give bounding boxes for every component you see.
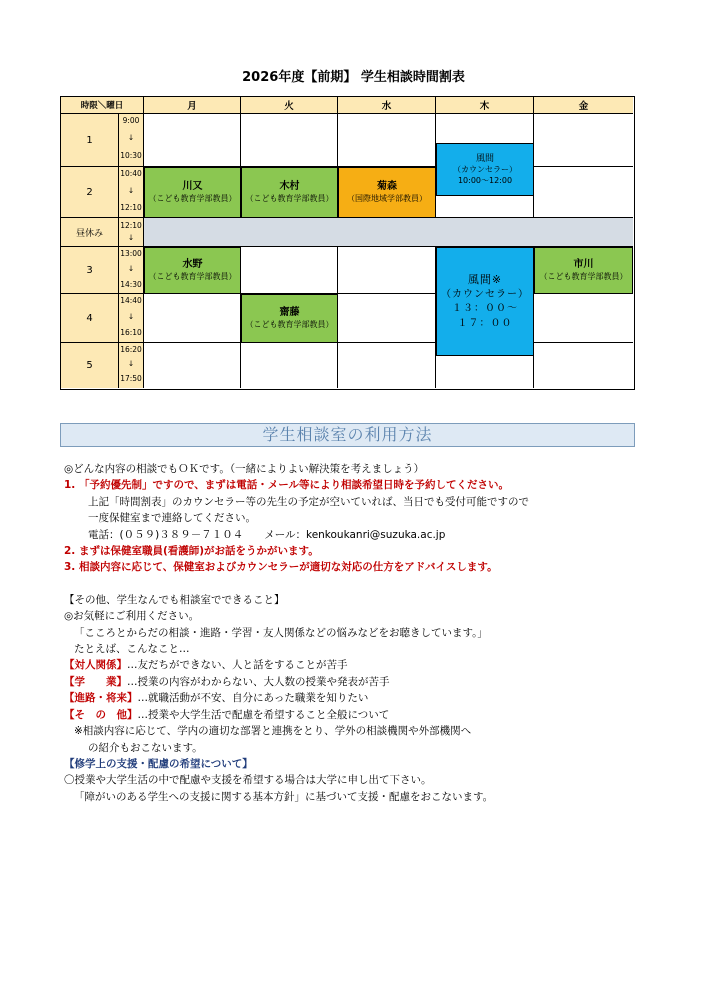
period-time <box>119 114 144 167</box>
usage-text <box>64 461 684 805</box>
section-heading: 【修学上の支援・配慮の希望について】 <box>64 757 253 770</box>
timetable-cell <box>144 294 241 343</box>
time-start: 12:10 <box>120 221 142 230</box>
period-label: 5 <box>61 343 119 388</box>
category-line <box>64 690 684 706</box>
time-arrow: ↓ <box>127 186 135 195</box>
category-line <box>64 707 684 723</box>
counselor-name: 水野 <box>182 259 203 271</box>
timetable-cell <box>338 294 436 343</box>
day-header-mon: 月 <box>144 97 241 114</box>
category-label: 【対人関係】 <box>64 659 127 672</box>
slot-wed-2 <box>338 167 436 218</box>
day-header-tue: 火 <box>241 97 338 114</box>
text-line: たとえば、こんなこと… <box>74 643 190 656</box>
period-time <box>119 343 144 388</box>
counselor-hours-start: １３：００～ <box>452 303 518 315</box>
counselor-name: 菊森 <box>377 181 397 193</box>
category-label: 【学 業】 <box>64 675 127 688</box>
period-time <box>119 218 144 247</box>
section-heading: 【その他、学生なんでも相談室でできること】 <box>64 593 285 606</box>
counselor-name: 川又 <box>182 181 203 193</box>
text-line: 上記「時間割表」のカウンセラー等の先生の予定が空いていれば、当日でも受付可能ですので <box>88 495 529 508</box>
timetable-cell <box>241 343 338 388</box>
timetable-cell <box>534 343 633 388</box>
text-line: 「こころとからだの相談・進路・学習・友人関係などの悩みなどをお聴きしています。」 <box>74 626 488 639</box>
text-line: 〇授業や大学生活の中で配慮や支援を希望する場合は大学に申し出て下さい。 <box>64 774 432 787</box>
time-arrow: ↓ <box>127 359 135 368</box>
category-text: …授業の内容がわからない、大人数の授業や発表が苦手 <box>127 675 390 688</box>
category-label: 【進路・将来】 <box>64 692 138 705</box>
category-line <box>64 657 684 673</box>
category-line <box>64 674 684 690</box>
counselor-dept: （こども教育学部教員） <box>539 271 628 281</box>
counselor-dept: （こども教育学部教員） <box>245 319 334 329</box>
timetable-cell <box>144 114 241 167</box>
time-start: 10:40 <box>120 169 142 178</box>
time-end: 12:10 <box>120 203 142 212</box>
counselor-role: （カウンセラー） <box>441 288 529 300</box>
timetable-cell <box>338 247 436 294</box>
counselor-name: 市川 <box>573 259 594 271</box>
counselor-dept: （こども教育学部教員） <box>148 271 237 281</box>
period-label: 3 <box>61 247 119 294</box>
time-arrow: ↓ <box>127 312 135 321</box>
time-end: 10:30 <box>120 151 142 160</box>
counselor-role: （カウンセラー） <box>453 164 517 174</box>
period-label: 2 <box>61 167 119 218</box>
time-start: 13:00 <box>120 249 142 258</box>
timetable-cell <box>534 167 633 218</box>
contact-line: 電話：(０５９)３８９－７１０４ メール：kenkoukanri@suzuka.ac.jp <box>88 528 446 541</box>
category-text: …就職活動が不安、自分にあった職業を知りたい <box>137 692 369 705</box>
period-label: 4 <box>61 294 119 343</box>
period-time <box>119 167 144 218</box>
time-end: 16:10 <box>120 328 142 337</box>
timetable-cell <box>241 247 338 294</box>
timetable-cell <box>534 294 633 343</box>
counselor-name: 風間 <box>475 153 494 164</box>
time-start: 9:00 <box>122 116 140 125</box>
text-line: 一度保健室まで連絡してください。 <box>88 512 256 525</box>
timetable-cell <box>144 343 241 388</box>
slot-thu-1-2 <box>436 143 534 196</box>
slot-tue-2 <box>241 167 338 218</box>
time-arrow: ↓ <box>127 133 135 142</box>
counselor-dept: （こども教育学部教員） <box>245 193 334 203</box>
category-text: …授業や大学生活で配慮を希望すること全般について <box>137 708 390 721</box>
counselor-dept: （こども教育学部教員） <box>148 193 237 203</box>
time-arrow: ↓ <box>127 264 135 273</box>
counselor-name: 風間※ <box>467 272 503 286</box>
counselor-name: 木村 <box>279 181 300 193</box>
timetable-cell <box>338 343 436 388</box>
day-header-wed: 水 <box>338 97 436 114</box>
period-label: 1 <box>61 114 119 167</box>
page-title: 2026年度【前期】 学生相談時間割表 <box>242 70 465 85</box>
time-start: 14:40 <box>120 296 142 305</box>
text-line: ◎お気軽にご利用ください。 <box>64 610 200 623</box>
slot-mon-3 <box>144 247 241 294</box>
timetable <box>60 96 635 390</box>
period-time <box>119 294 144 343</box>
counselor-hours-end: １７：００ <box>457 317 513 329</box>
text-line: 「障がいのある学生への支援に関する基本方針」に基づいて支援・配慮をおこないます。 <box>74 790 494 803</box>
text-line: ※相談内容に応じて、学内の適切な部署と連携をとり、学外の相談機関や外部機関へ <box>74 725 472 738</box>
text-line: 3. 相談内容に応じて、保健室およびカウンセラーが適切な対応の仕方をアドバイスします。 <box>64 561 498 574</box>
corner-header: 時限＼曜日 <box>61 97 144 114</box>
time-arrow: ↓ <box>127 233 135 242</box>
slot-fri-3 <box>534 247 633 294</box>
timetable-cell <box>241 114 338 167</box>
slot-thu-3-4 <box>436 247 534 356</box>
text-line: 1. 「予約優先制」ですので、まずは電話・メール等により相談希望日時を予約してください。 <box>64 479 510 492</box>
usage-banner: 学生相談室の利用方法 <box>60 423 635 447</box>
lunch-row <box>144 218 633 247</box>
counselor-hours: 10:00～12:00 <box>457 175 513 185</box>
period-time <box>119 247 144 294</box>
text-line: の紹介もおこないます。 <box>88 741 203 754</box>
slot-tue-4 <box>241 294 338 343</box>
category-text: …友だちができない、人と話をすることが苦手 <box>127 659 348 672</box>
time-start: 16:20 <box>120 345 142 354</box>
text-line: 2. まずは保健室職員(看護師)がお話をうかがいます。 <box>64 545 319 558</box>
day-header-thu: 木 <box>436 97 534 114</box>
counselor-name: 齋藤 <box>279 307 300 319</box>
period-label-lunch: 昼休み <box>61 218 119 247</box>
counselor-dept: （国際地域学部教員） <box>347 193 427 203</box>
time-end: 14:30 <box>120 280 142 289</box>
timetable-cell <box>338 114 436 167</box>
time-end: 17:50 <box>120 374 142 383</box>
day-header-fri: 金 <box>534 97 633 114</box>
category-label: 【そ の 他】 <box>64 708 138 721</box>
slot-mon-2 <box>144 167 241 218</box>
timetable-cell <box>534 114 633 167</box>
text-line: ◎どんな内容の相談でもＯＫです。（一緒によりよい解決策を考えましょう） <box>64 463 425 475</box>
